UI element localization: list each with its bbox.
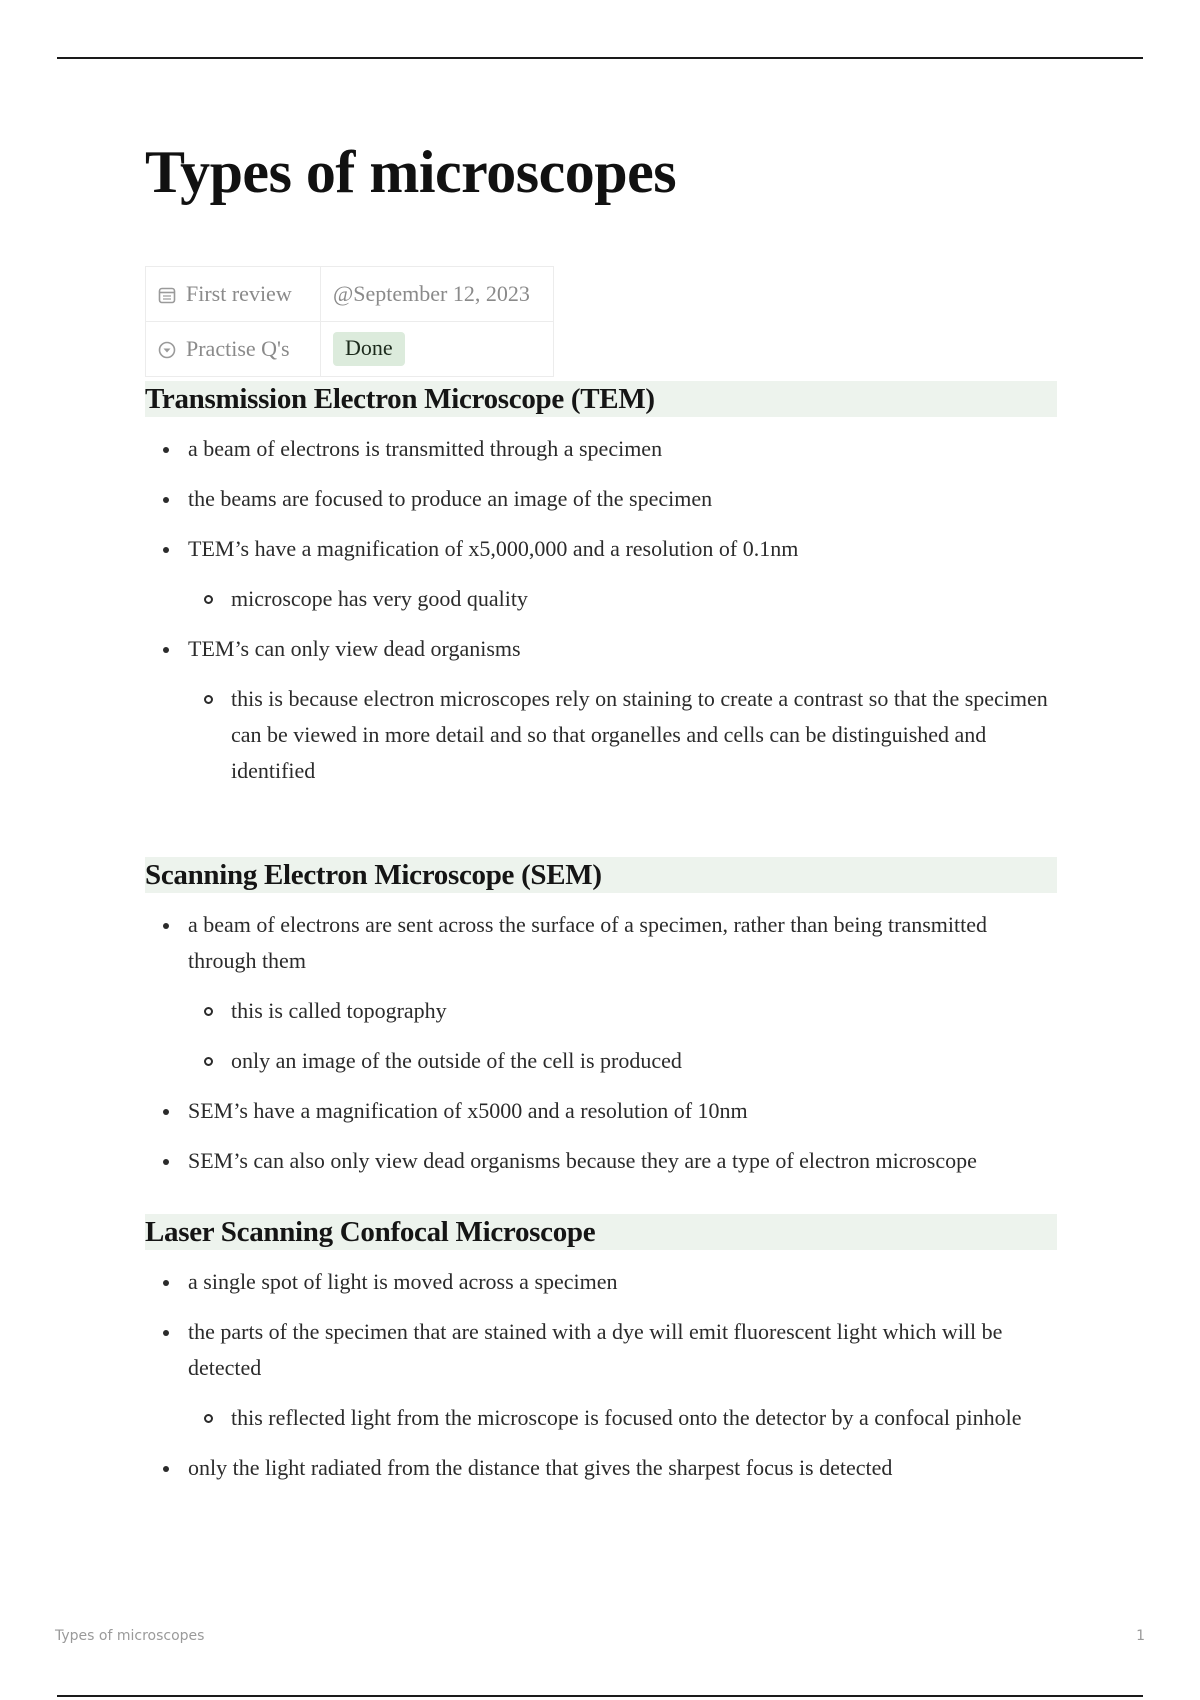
property-row-practise-qs [146, 322, 554, 377]
list-item: SEM’s can also only view dead organisms because they are a type of electron microscope [145, 1143, 1057, 1179]
property-key[interactable] [146, 322, 321, 377]
bullet-list [145, 907, 1057, 1179]
list-item: a beam of electrons is transmitted through a specimen [145, 431, 1057, 467]
list-item: only the light radiated from the distance that gives the sharpest focus is detected [145, 1450, 1057, 1486]
page-title: Types of microscopes [145, 139, 677, 205]
list-item: TEM’s have a magnification of x5,000,000 and a resolution of 0.1nm microscope has very good quality [145, 531, 1057, 617]
bullet-list [145, 1264, 1057, 1486]
first-review-value[interactable]: @September 12, 2023 [321, 267, 554, 322]
list-item: SEM’s have a magnification of x5000 and a resolution of 10nm [145, 1093, 1057, 1129]
footer-page-number: 1 [1136, 1628, 1145, 1644]
list-item: the beams are focused to produce an image of the specimen [145, 481, 1057, 517]
section-heading: Scanning Electron Microscope (SEM) [145, 857, 1057, 893]
calendar-icon [158, 286, 176, 304]
bullet-list [145, 431, 1057, 789]
list-item: a single spot of light is moved across a specimen [145, 1264, 1057, 1300]
sub-list-item: only an image of the outside of the cell is produced [188, 1043, 1057, 1079]
section-lscm [145, 1214, 1057, 1486]
sub-list [188, 681, 1057, 789]
list-item: TEM’s can only view dead organisms this is because electron microscopes rely on staining to create a contrast so that the specimen can be viewed in more detail and so that organelles and cells can be distinguished and identified [145, 631, 1057, 789]
bottom-rule [57, 1695, 1143, 1697]
section-sem [145, 857, 1057, 1179]
list-item: the parts of the specimen that are stained with a dye will emit fluorescent light which will be detected this reflected light from the microscope is focused onto the detector by a confocal pinhole [145, 1314, 1057, 1436]
property-key[interactable] [146, 267, 321, 322]
status-badge: Done [333, 332, 405, 366]
footer-document-title: Types of microscopes [55, 1628, 205, 1644]
status-icon [158, 341, 176, 359]
property-row-first-review [146, 267, 554, 322]
properties-table [145, 266, 554, 377]
section-tem [145, 381, 1057, 789]
property-label: Practise Q's [186, 336, 290, 361]
sub-list-item: this is called topography [188, 993, 1057, 1029]
sub-list-item: microscope has very good quality [188, 581, 1057, 617]
practise-qs-value[interactable] [321, 322, 554, 377]
property-label: First review [186, 281, 292, 306]
sub-list [188, 581, 1057, 617]
sub-list [188, 993, 1057, 1079]
section-heading: Laser Scanning Confocal Microscope [145, 1214, 1057, 1250]
section-heading: Transmission Electron Microscope (TEM) [145, 381, 1057, 417]
sub-list [188, 1400, 1057, 1436]
list-item: a beam of electrons are sent across the surface of a specimen, rather than being transmitted through them this is called topography only an image of the outside of the cell is produced [145, 907, 1057, 1079]
sub-list-item: this is because electron microscopes rely on staining to create a contrast so that the specimen can be viewed in more detail and so that organelles and cells can be distinguished and identified [188, 681, 1057, 789]
top-rule [57, 57, 1143, 59]
sub-list-item: this reflected light from the microscope is focused onto the detector by a confocal pinhole [188, 1400, 1057, 1436]
